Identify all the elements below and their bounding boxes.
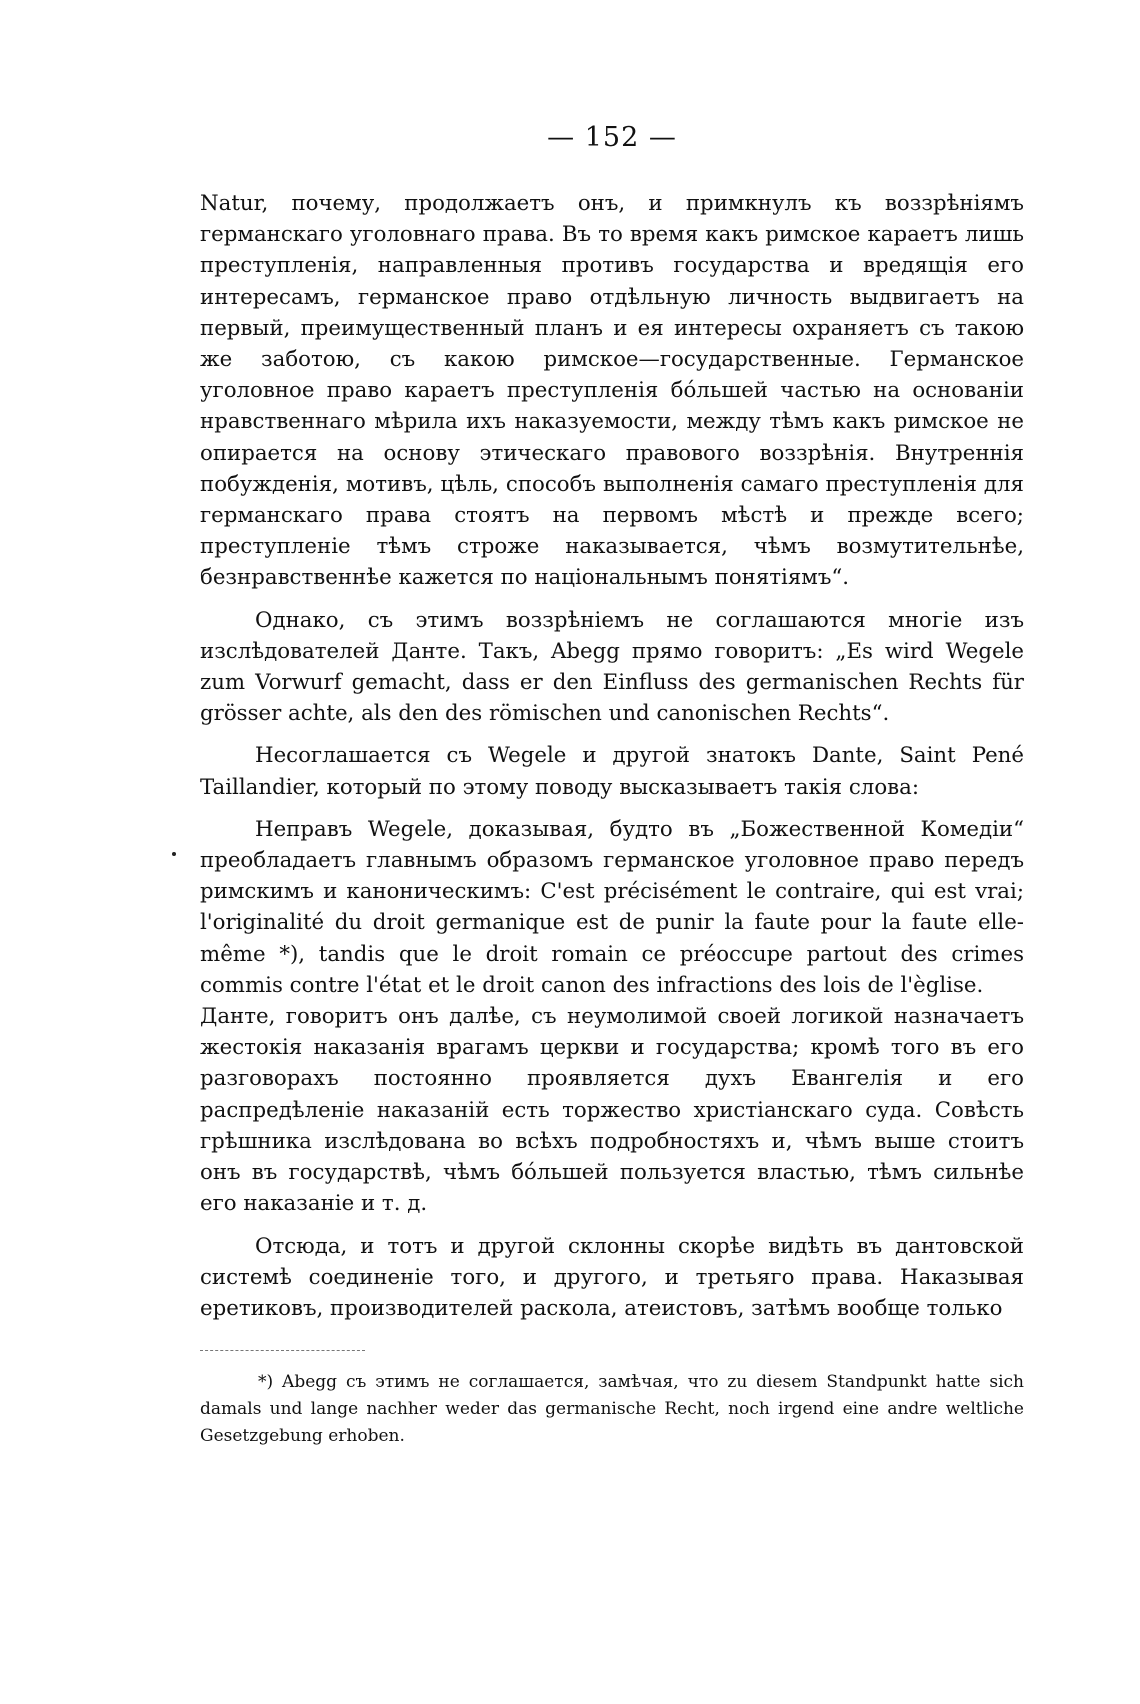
body-text bbox=[200, 188, 1024, 1324]
paragraph-dante-logic: Данте, говоритъ онъ далѣе, съ неумолимой своей логикой назначаетъ жестокія наказанія врагамъ церкви и государства; кромѣ того въ его разговорахъ постоянно проявляется духъ Евангелія и его распредѣленіе наказаній есть торжество христіанскаго суда. Совѣсть грѣшника изслѣдована во всѣхъ подробностяхъ и, чѣмъ выше стоитъ онъ въ государствѣ, чѣмъ бóльшей пользуется властью, тѣмъ сильнѣе его наказаніе и т. д. bbox=[200, 1004, 1024, 1217]
paragraph-quote: Неправъ Wegele, доказывая, будто въ „Божественной Комедіи“ преобладаетъ главнымъ образомъ германское уголовное право передъ римскимъ и каноническимъ: C'est précisément le contraire, qui est vrai; l'originalité du droit germanique est de punir la faute pour la faute elle-même *), tandis que le droit romain ce préoccupe partout des crimes commis contre l'état et le droit canon des infractions des lois de l'èglise. bbox=[200, 816, 1024, 998]
footnote: *) Abegg съ этимъ не соглашается, замѣчая, что zu diesem Standpunkt hatte sich damals und lange nachher weder das germanische Recht, noch irgend eine andre weltliche Gesetzgebung erhoben. bbox=[200, 1372, 1024, 1447]
margin-mark bbox=[172, 852, 176, 856]
paragraph-taillandier: Несоглашается съ Wegele и другой знатокъ Dante, Saint Pené Taillandier, который по этому поводу высказываетъ такія слова: bbox=[200, 743, 1024, 800]
paragraph-continuation: Natur, почему, продолжаетъ онъ, и примкнулъ къ воззрѣніямъ германскаго уголовнаго права. Въ то время какъ римское караетъ лишь преступленія, направленныя противъ государства и вредящія его интересамъ, германское право отдѣльную личность выдвигаетъ на первый, преимущественный планъ и ея интересы охраняетъ съ такою же заботою, съ какою римское—государственные. Германское уголовное право караетъ преступленія бóльшей частью на основаніи нравственнаго мѣрила ихъ наказуемости, между тѣмъ какъ римское не опирается на основу этическаго правового воззрѣнія. Внутреннія побужденія, мотивъ, цѣль, способъ выполненія самаго преступленія для германскаго права стоятъ на первомъ мѣстѣ и прежде всего; преступленіе тѣмъ строже наказывается, чѣмъ возмутительнѣе, безнравственнѣе кажется по національнымъ понятіямъ“. bbox=[200, 191, 1024, 591]
paragraph-conclusion: Отсюда, и тотъ и другой склонны скорѣе видѣть въ дантовской системѣ соединеніе того, и другого, и третьяго права. Наказывая еретиковъ, производителей раскола, атеистовъ, затѣмъ вообще только bbox=[200, 1233, 1024, 1321]
page-number: — 152 — bbox=[547, 122, 677, 153]
paragraph-abegg: Однако, съ этимъ воззрѣніемъ не соглашаются многіе изъ изслѣдователей Данте. Такъ, Abegg прямо говоритъ: „Es wird Wegele zum Vorwurf gemacht, dass er den Einfluss des germanischen Rechts für grösser achte, als den des römischen und canonischen Rechts“. bbox=[200, 607, 1024, 727]
document-page bbox=[200, 120, 1024, 1450]
footnote-divider bbox=[200, 1350, 365, 1351]
